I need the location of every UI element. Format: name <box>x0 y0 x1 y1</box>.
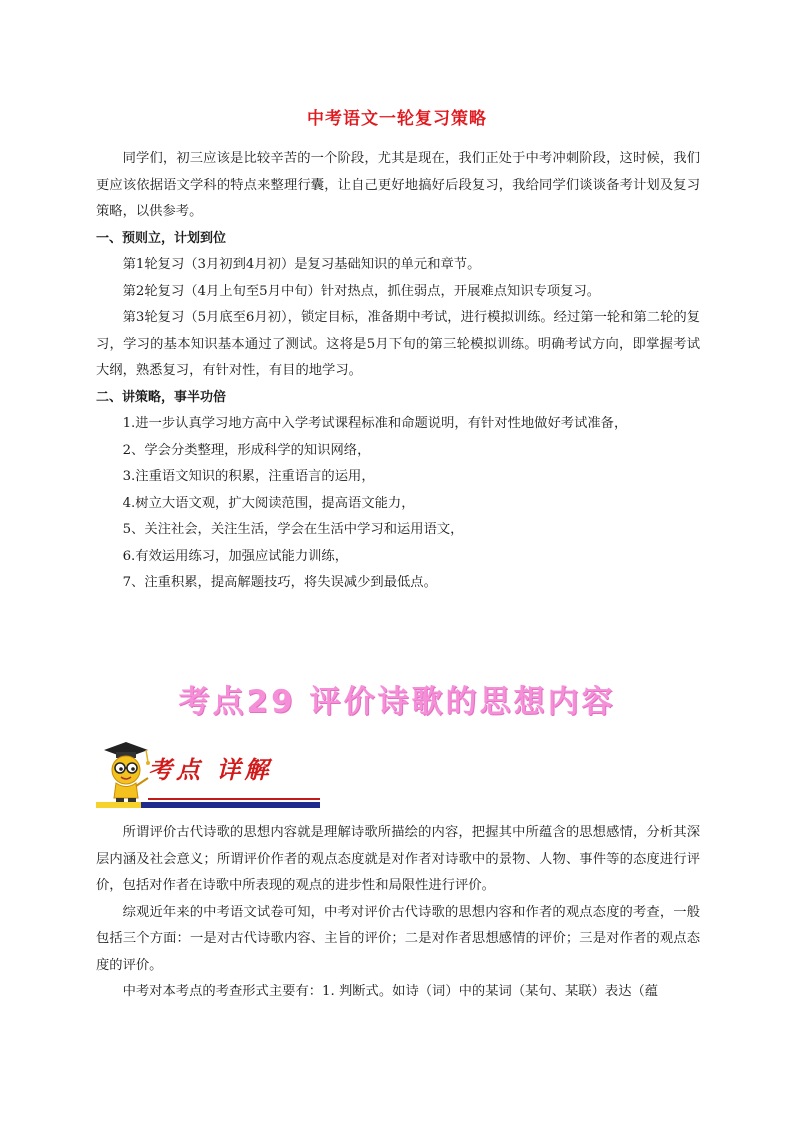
strategy-item-7: 7、注重积累，提高解题技巧，将失误减少到最低点。 <box>122 575 437 590</box>
strategy-item-2: 2、学会分类整理，形成科学的知识网络， <box>122 442 371 458</box>
scholar-mascot-icon <box>96 740 154 804</box>
plan-paragraph-1: 第1轮复习（3月初到4月初）是复习基础知识的单元和章节。 <box>122 257 481 272</box>
banner-bar <box>96 802 320 808</box>
plan-paragraph-2: 第2轮复习（4月上旬至5月中旬）针对热点，抓住弱点，开展难点知识专项复习。 <box>122 283 601 299</box>
document-title: 中考语文一轮复习策略 <box>307 109 487 129</box>
banner-underline <box>148 798 320 800</box>
strategy-item-4: 4.树立大语文观，扩大阅读范围，提高语文能力， <box>122 495 415 511</box>
strategy-item-1: 1.进一步认真学习地方高中入学考试课程标准和命题说明，有针对性地做好考试准备， <box>122 416 628 431</box>
topic-title: 考点29 评价诗歌的思想内容 <box>178 684 616 720</box>
body-paragraph-3: 中考对本考点的考查形式主要有：1. 判断式。如诗（词）中的某词（某句、某联）表达（蕴 <box>122 984 659 999</box>
section2-heading: 二、讲策略，事半功倍 <box>96 389 227 405</box>
topic-body <box>96 820 700 1006</box>
banner-label: 考点 详解 <box>148 755 273 784</box>
body-paragraph-1: 所谓评价古代诗歌的思想内容就是理解诗歌所描绘的内容，把握其中所蕴含的思想感情，分析其深层内涵及社会意义；所谓评价作者的观点态度就是对作者对诗歌中的景物、人物、事件等的态度进行评价，包括对作者在诗歌中所表现的观点的进步性和局限性进行评价。 <box>96 825 700 893</box>
strategy-item-5: 5、关注社会，关注生活，学会在生活中学习和运用语文， <box>122 522 464 537</box>
body-paragraph-2: 综观近年来的中考语文试卷可知，中考对评价古代诗歌的思想内容和作者的观点态度的考查，一般包括三个方面：一是对古代诗歌内容、主旨的评价；二是对作者思想感情的评价；三是对作者的观点态度的评价。 <box>96 904 700 973</box>
kaodian-banner <box>96 740 320 810</box>
strategy-section <box>96 146 700 597</box>
plan-paragraph-3: 第3轮复习（5月底至6月初），锁定目标，准备期中考试，进行模拟训练。经过第一轮和第二轮的复习，学习的基本知识基本通过了测试。这将是5月下旬的第三轮模拟训练。明确考试方向，即掌握考试大纲，熟悉复习，有针对性，有目的地学习。 <box>96 310 700 378</box>
intro-paragraph: 同学们，初三应该是比较辛苦的一个阶段，尤其是现在，我们正处于中考冲刺阶段，这时候，我们更应该依据语文学科的特点来整理行囊，让自己更好地搞好后段复习，我给同学们谈谈备考计划及复习策略，以供参考。 <box>96 151 700 219</box>
strategy-item-3: 3.注重语文知识的积累，注重语言的运用， <box>122 469 375 484</box>
strategy-item-6: 6.有效运用练习，加强应试能力训练， <box>122 548 349 564</box>
section1-heading: 一、预则立，计划到位 <box>96 230 227 246</box>
